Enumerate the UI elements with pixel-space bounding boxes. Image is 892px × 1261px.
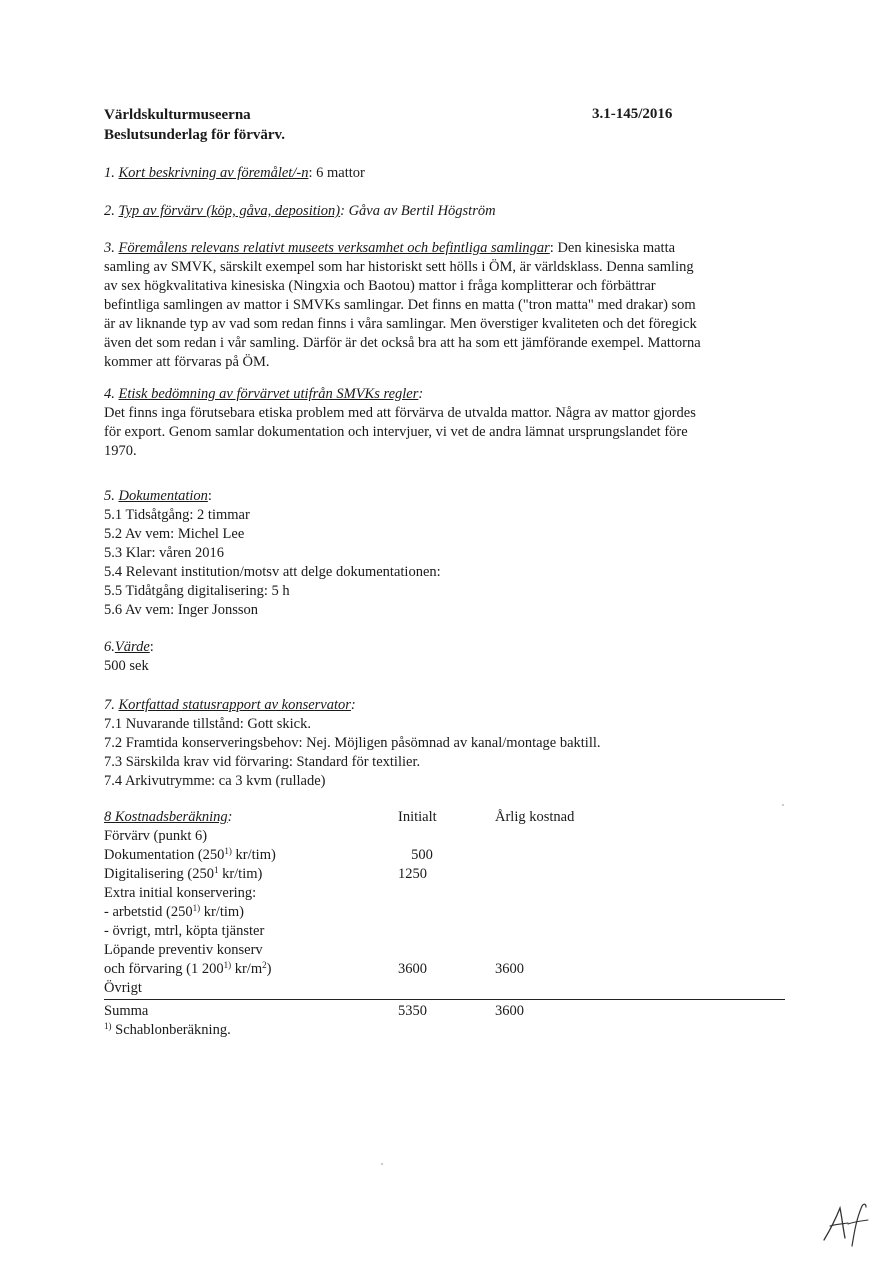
document-subtitle: Beslutsunderlag för förvärv. [104,127,285,143]
row-label [104,903,244,922]
row-label: - övrigt, mtrl, köpta tjänster [104,923,265,939]
table-row [104,884,785,903]
list-item: 5.4 Relevant institution/motsv att delge dokumentationen: [104,564,441,580]
section-short-description [104,164,784,183]
list-item: 7.4 Arkivutrymme: ca 3 kvm (rullade) [104,773,326,789]
row-label: Övrigt [104,980,142,996]
row-label-text: ) [266,961,272,977]
paragraph-line: för export. Genom samlar dokumentation och intervjuer, vi vet de andra lämnat ursprungslandet före [104,424,688,440]
heading-colon: : [418,386,424,402]
initial-value: 1250 [398,866,427,882]
section-heading: Föremålens relevans relativt museets verksamhet och befintliga samlingar [118,240,550,256]
paragraph-line: : Den kinesiska matta [549,240,676,256]
value-text: 500 sek [104,658,149,674]
paragraph-line: kommer att förvaras på ÖM. [104,354,270,370]
heading-colon: : [227,809,233,825]
column-header-initial: Initialt [398,809,437,825]
list-item: 5.5 Tidåtgång digitalisering: 5 h [104,583,290,599]
initial-value: 3600 [398,961,427,977]
row-label-text: kr/tim) [231,847,276,863]
section-number: 6. [104,639,115,655]
table-row [104,960,785,979]
cost-table [104,808,785,1040]
list-item: 5.6 Av vem: Inger Jonsson [104,602,258,618]
table-row [104,922,785,941]
column-header-annual: Årlig kostnad [495,809,575,825]
table-row [104,941,785,960]
annual-value: 3600 [495,961,524,977]
sum-label: Summa [104,1003,149,1019]
section-heading: Kortfattad statusrapport av konservator [118,697,351,713]
scan-speck [381,1163,383,1165]
section-heading: 8 Kostnadsberäkning [104,809,228,825]
row-label [104,846,276,865]
list-item: 7.2 Framtida konserveringsbehov: Nej. Möjligen påsömnad av kanal/montage baktill. [104,735,601,751]
row-label-text: - arbetstid (250 [104,904,193,920]
section-number: 4. [104,386,119,402]
row-label-text: kr/tim) [218,866,263,882]
section-number: 1. [104,165,119,181]
row-label [104,865,262,884]
list-item: 7.3 Särskilda krav vid förvaring: Standard för textilier. [104,754,421,770]
heading-colon: : [207,488,212,504]
paragraph-line: även det som redan i vår samling. Därför är det också bra att ha som ett jämförande exempel. Mattorna [104,335,701,351]
table-row [104,979,785,998]
footnote-marker: 1) [104,1021,112,1031]
row-label: Förvärv (punkt 6) [104,828,208,844]
list-item: 5.3 Klar: våren 2016 [104,545,224,561]
row-label-text: kr/m [231,961,263,977]
section-value [104,638,784,676]
section-heading: Värde [114,639,150,655]
table-row [104,846,785,865]
section-heading: Etisk bedömning av förvärvet utifrån SMVKs regler [118,386,419,402]
footnote-marker: 1) [192,903,201,913]
sum-annual: 3600 [495,1003,524,1019]
footnote-text: Schablonberäkning. [111,1022,231,1038]
heading-colon: : [350,697,356,713]
paragraph-line: av sex högkvalitativa kinesiska (Ningxia och Baotou) mattor i fråga komplitterar och förbättrar [104,278,656,294]
footnote [104,1021,785,1040]
section-number: 5. [104,488,119,504]
table-row [104,827,785,846]
paragraph-line: Det finns inga förutsebara etiska problem med att förvärva de utvalda mattor. Några av mattor gjordes [104,405,696,421]
paragraph-line: är av liknande typ av vad som redan finns i våra samlingar. Men överstiger kvaliteten och det föregick [104,316,697,332]
heading-colon: : [149,639,154,655]
section-number: 2. [104,203,119,219]
row-label-text: kr/tim) [200,904,244,920]
paragraph-line: 1970. [104,443,137,459]
row-label-text: och förvaring (1 200 [104,961,224,977]
paragraph-line: befintliga samlingen av mattor i SMVKs samlingar. Det finns en matta ("tron matta" med drakar) som [104,297,696,313]
table-header-row [104,808,785,827]
list-item: 7.1 Nuvarande tillstånd: Gott skick. [104,716,311,732]
section-acquisition-type [104,202,784,221]
list-item: 5.2 Av vem: Michel Lee [104,526,245,542]
section-heading: Typ av förvärv (köp, gåva, deposition) [118,203,341,219]
section-documentation [104,487,784,620]
initial-value: 500 [411,847,433,863]
row-label: Löpande preventiv konserv [104,942,263,958]
section-ethics [104,385,784,461]
section-text: : 6 mattor [308,165,365,181]
section-status-report [104,696,784,791]
superscript-two: 2 [262,960,267,970]
row-label [104,960,271,979]
list-item: 5.1 Tidsåtgång: 2 timmar [104,507,250,523]
scan-speck [782,804,784,806]
table-row [104,865,785,884]
footnote-marker: 1) [224,846,232,856]
footnote-marker: 1 [213,865,219,875]
section-heading: Dokumentation [118,488,208,504]
organization-name: Världskulturmuseerna [104,107,251,123]
document-number: 3.1-145/2016 [592,106,673,122]
footnote-marker: 1) [223,960,232,970]
handwritten-initials [818,1196,870,1248]
paragraph-line: samling av SMVK, särskilt exempel som har historiskt sett hölls i ÖM, är världsklass. Denna samling [104,259,694,275]
table-row [104,903,785,922]
row-label-text: Digitalisering (250 [104,866,214,882]
section-heading: Kort beskrivning av föremålet/-n [118,165,309,181]
row-label: Extra initial konservering: [104,885,257,901]
row-label-text: Dokumentation (250 [104,847,225,863]
sum-divider-line [104,999,785,1000]
sum-row [104,1002,785,1021]
sum-initial: 5350 [398,1003,427,1019]
section-relevance [104,239,784,372]
section-number: 7. [104,697,119,713]
section-text: : Gåva av Bertil Högström [340,203,496,219]
section-number: 3. [104,240,119,256]
